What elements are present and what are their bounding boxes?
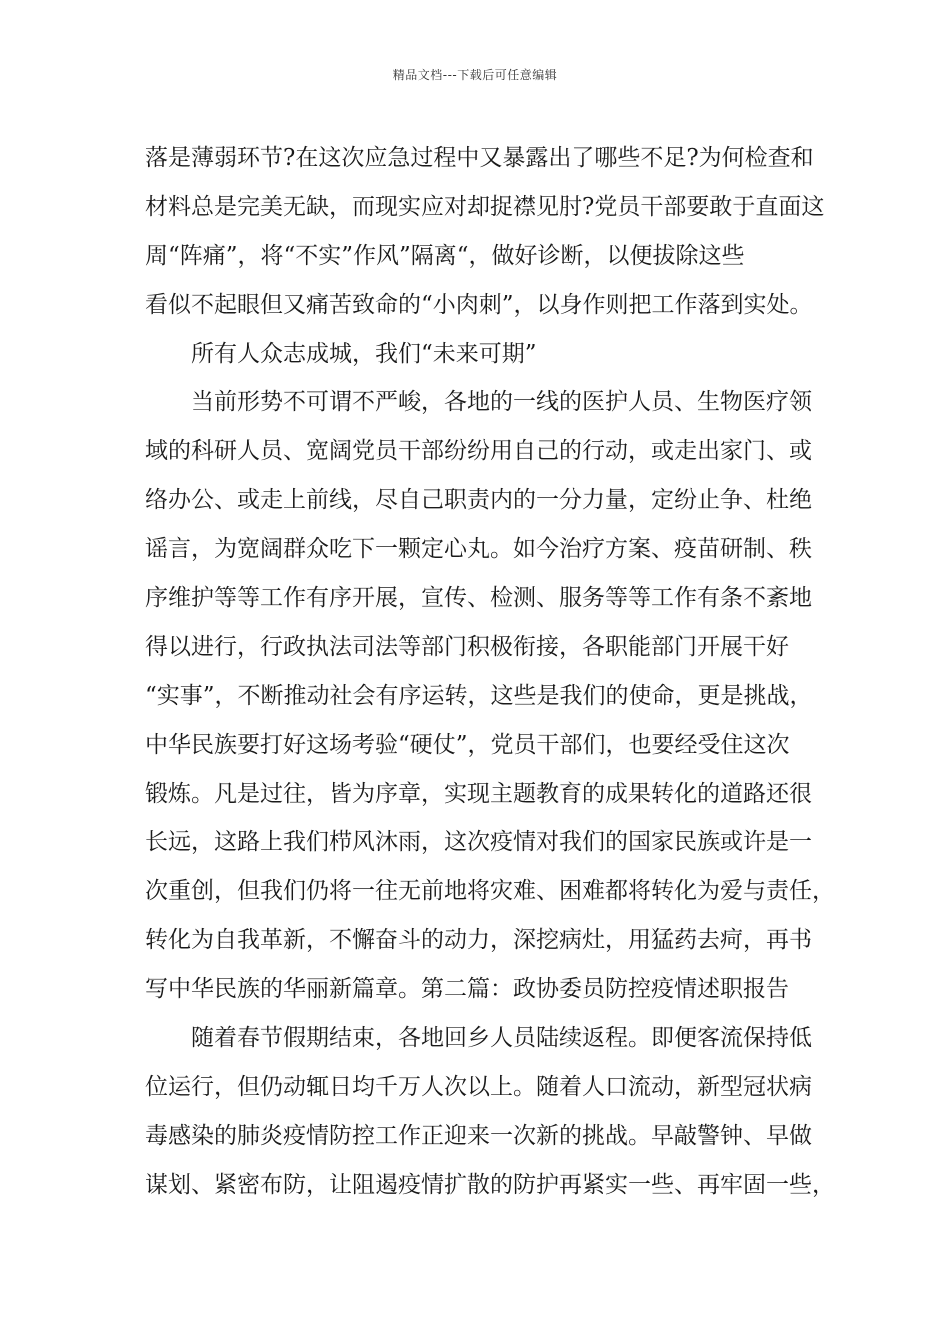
text-line: 材料总是完美无缺，而现实应对却捉襟见肘?党员干部要敢于直面这 bbox=[145, 193, 825, 220]
text-line: 锻炼。凡是过往，皆为序章，实现主题教育的成果转化的道路还很 bbox=[145, 780, 812, 807]
page-header: 精品文档---下载后可任意编辑 bbox=[392, 68, 558, 82]
text-line: 域的科研人员、宽阔党员干部纷纷用自己的行动，或走出家门、或 bbox=[145, 438, 812, 465]
text-line: 中华民族要打好这场考验“硬仗”，党员干部们，也要经受住这次 bbox=[145, 731, 790, 758]
text-line: 写中华民族的华丽新篇章。第二篇：政协委员防控疫情述职报告 bbox=[145, 976, 789, 1003]
text-line: “实事”，不断推动社会有序运转，这些是我们的使命，更是挑战， bbox=[145, 682, 813, 709]
text-line: 次重创，但我们仍将一往无前地将灾难、困难都将转化为爱与责任， bbox=[145, 878, 835, 905]
text-line: 序维护等等工作有序开展，宣传、检测、服务等等工作有条不紊地 bbox=[145, 585, 812, 612]
text-line: 谋划、紧密布防，让阻遏疫情扩散的防护再紧实一些、再牢固一些， bbox=[145, 1171, 835, 1198]
text-line: 落是薄弱环节?在这次应急过程中又暴露出了哪些不足?为何检查和 bbox=[145, 145, 814, 171]
text-line: 得以进行，行政执法司法等部门积极衔接，各职能部门开展干好 bbox=[145, 633, 789, 660]
text-line: 当前形势不可谓不严峻，各地的一线的医护人员、生物医疗领 bbox=[191, 389, 812, 416]
document-body bbox=[145, 134, 835, 1210]
text-line: 长远，这路上我们栉风沐雨，这次疫情对我们的国家民族或许是一 bbox=[145, 829, 812, 856]
text-line: 周“阵痛”，将“不实”作风”隔离“，做好诊断，以便拔除这些 bbox=[145, 242, 745, 269]
text-line: 络办公、或走上前线，尽自己职责内的一分力量，定纷止争、杜绝 bbox=[145, 487, 812, 514]
text-line: 转化为自我革新，不懈奋斗的动力，深挖病灶，用猛药去疴，再书 bbox=[145, 927, 812, 954]
text-line: 谣言，为宽阔群众吃下一颗定心丸。如今治疗方案、疫苗研制、秩 bbox=[145, 536, 812, 563]
text-line: 随着春节假期结束，各地回乡人员陆续返程。即便客流保持低 bbox=[191, 1025, 812, 1052]
text-line: 看似不起眼但又痛苦致命的“小肉刺”，以身作则把工作落到实处。 bbox=[145, 291, 813, 318]
text-line: 毒感染的肺炎疫情防控工作正迎来一次新的挑战。早敲警钟、早做 bbox=[145, 1122, 812, 1149]
text-line: 位运行，但仍动辄日均千万人次以上。随着人口流动，新型冠状病 bbox=[145, 1073, 812, 1100]
text-line: 所有人众志成城，我们“未来可期” bbox=[191, 340, 537, 367]
